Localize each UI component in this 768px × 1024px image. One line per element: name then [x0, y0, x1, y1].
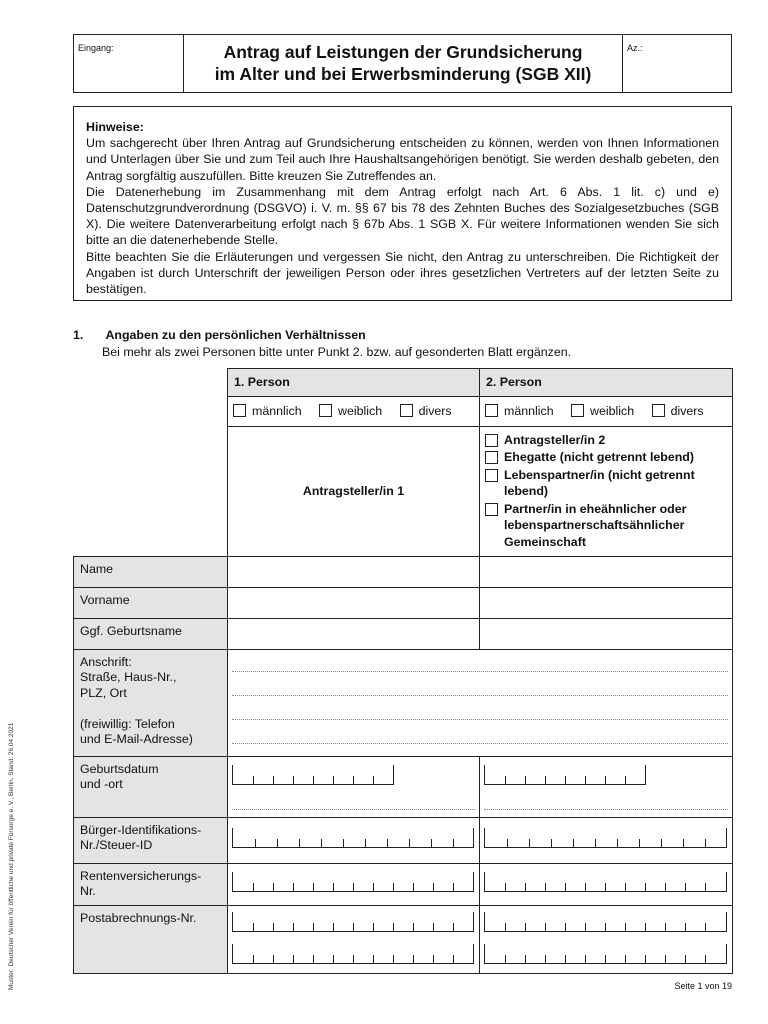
female-checkbox[interactable]: [319, 404, 332, 417]
buerger-id-label: Bürger-Identifikations- Nr./Steuer-ID: [74, 817, 228, 863]
title-line-2: im Alter und bei Erwerbsminderung (SGB XII): [214, 64, 592, 84]
empty-corner: [74, 369, 228, 397]
birthdate-digit-boxes[interactable]: [232, 765, 394, 785]
person-1-geburt-field[interactable]: [228, 756, 480, 817]
person-1-vorname-field[interactable]: [228, 587, 480, 618]
person-2-geburt-field[interactable]: [480, 756, 733, 817]
notes-paragraph-3: Bitte beachten Sie die Erläuterungen und vergessen Sie nicht, den Antrag zu unterschreiben. Die Richtigkeit der Angaben ist durch Unterschrift der jeweiligen Person oder ihres gesetzlichen Vertreters auf der letzten Seite zu bestätigen.: [86, 249, 719, 297]
role-label: Partner/in in eheähnlicher oder lebenspartnerschaftsähnlicher Gemeinschaft: [504, 501, 687, 549]
person-1-post-field[interactable]: [228, 905, 480, 973]
person-1-geburtsname-field[interactable]: [228, 618, 480, 649]
anschrift-label: Anschrift: Straße, Haus-Nr., PLZ, Ort (freiwillig: Telefon und E-Mail-Adresse): [74, 649, 228, 756]
role-label: Ehegatte (nicht getrennt lebend): [504, 450, 694, 464]
section-number: 1.: [73, 328, 84, 342]
side-note: Muster: Deutscher Verein für öffentliche und private Fürsorge e. V., Berlin, Stand: 26.04.2021: [8, 722, 15, 990]
person-2-geburtsname-field[interactable]: [480, 618, 733, 649]
birthdate-digit-boxes[interactable]: [484, 765, 646, 785]
role-checkbox[interactable]: [485, 451, 498, 464]
female-label: weiblich: [590, 403, 635, 418]
form-title: [184, 35, 622, 92]
male-label: männlich: [504, 403, 554, 418]
post-digit-boxes-2[interactable]: [232, 944, 474, 964]
role-label: Antragsteller/in 2: [504, 432, 606, 447]
rv-digit-boxes[interactable]: [484, 872, 727, 892]
person-2-post-field[interactable]: [480, 905, 733, 973]
section-subtitle: Bei mehr als zwei Personen bitte unter Punkt 2. bzw. auf gesonderten Blatt ergänzen.: [102, 345, 572, 359]
male-checkbox[interactable]: [485, 404, 498, 417]
person-2-roles: [480, 426, 733, 556]
female-label: weiblich: [338, 403, 383, 418]
diverse-label: divers: [418, 403, 452, 418]
personal-data-table: [73, 368, 733, 974]
id-digit-boxes[interactable]: [232, 828, 474, 848]
person-2-rv-field[interactable]: [480, 863, 733, 905]
person-1-header: 1. Person: [228, 369, 480, 397]
notes-paragraph-2: Die Datenerhebung im Zusammenhang mit dem Antrag erfolgt nach Art. 6 Abs. 1 lit. c) und e) Datenschutzgrundverordnung (DSGVO) i. V. m. §§ 67 bis 78 des Zehnten Buches des Sozialgesetzbuches (SGB X). Die weitere Datenverarbeitung erfolgt nach § 67b Abs. 1 SGB X. Für weitere Informationen wenden Sie sich bitte an die datenerhebende Stelle.: [86, 184, 719, 248]
person-2-name-field[interactable]: [480, 556, 733, 587]
notes-box: [73, 106, 732, 301]
section-1-heading: [73, 328, 732, 342]
person-1-rv-field[interactable]: [228, 863, 480, 905]
diverse-label: divers: [670, 403, 704, 418]
notes-paragraph-1: Um sachgerecht über Ihren Antrag auf Grundsicherung entscheiden zu können, werden von Ihnen Informationen und Unterlagen über Sie und zum Teil auch Ihre Haushaltsangehörigen benötigt. Sie werden deshalb gebeten, den Antrag sorgfältig auszufüllen. Bitte kreuzen Sie Zutreffendes an.: [86, 136, 719, 183]
male-checkbox[interactable]: [233, 404, 246, 417]
eingang-box[interactable]: [74, 35, 184, 92]
az-label: Az.:: [627, 43, 643, 53]
person-2-header: 2. Person: [480, 369, 733, 397]
geburt-label: Geburtsdatum und -ort: [74, 756, 228, 817]
rv-label: Rentenversicherungs- Nr.: [74, 863, 228, 905]
person-2-vorname-field[interactable]: [480, 587, 733, 618]
role-checkbox[interactable]: [485, 503, 498, 516]
person-1-role: Antragsteller/in 1: [228, 426, 480, 556]
person-1-gender: [228, 396, 480, 426]
anschrift-field[interactable]: [228, 649, 733, 756]
person-1-name-field[interactable]: [228, 556, 480, 587]
role-checkbox[interactable]: [485, 469, 498, 482]
person-2-gender: [480, 396, 733, 426]
person-2-buerger-id-field[interactable]: [480, 817, 733, 863]
rv-digit-boxes[interactable]: [232, 872, 474, 892]
vorname-label: Vorname: [74, 587, 228, 618]
post-label: Postabrechnungs-Nr.: [74, 905, 228, 973]
role-label: Lebenspartner/in (nicht getrennt lebend): [504, 467, 695, 498]
post-digit-boxes-2[interactable]: [484, 944, 727, 964]
az-box[interactable]: [622, 35, 731, 92]
person-1-buerger-id-field[interactable]: [228, 817, 480, 863]
id-digit-boxes[interactable]: [484, 828, 727, 848]
role-checkbox[interactable]: [485, 434, 498, 447]
post-digit-boxes-1[interactable]: [232, 912, 474, 932]
diverse-checkbox[interactable]: [400, 404, 413, 417]
role-option: [485, 501, 727, 551]
post-digit-boxes-1[interactable]: [484, 912, 727, 932]
title-line-1: Antrag auf Leistungen der Grundsicherung: [223, 42, 583, 62]
page-number: Seite 1 von 19: [674, 981, 732, 991]
male-label: männlich: [252, 403, 302, 418]
form-header: [73, 34, 732, 93]
diverse-checkbox[interactable]: [652, 404, 665, 417]
role-option: [485, 449, 727, 466]
section-title: Angaben zu den persönlichen Verhältnissen: [105, 328, 366, 342]
eingang-label: Eingang:: [78, 43, 114, 53]
geburtsname-label: Ggf. Geburtsname: [74, 618, 228, 649]
female-checkbox[interactable]: [571, 404, 584, 417]
role-option: [485, 432, 727, 449]
notes-heading: Hinweise:: [86, 120, 144, 134]
name-label: Name: [74, 556, 228, 587]
role-option: [485, 467, 727, 500]
